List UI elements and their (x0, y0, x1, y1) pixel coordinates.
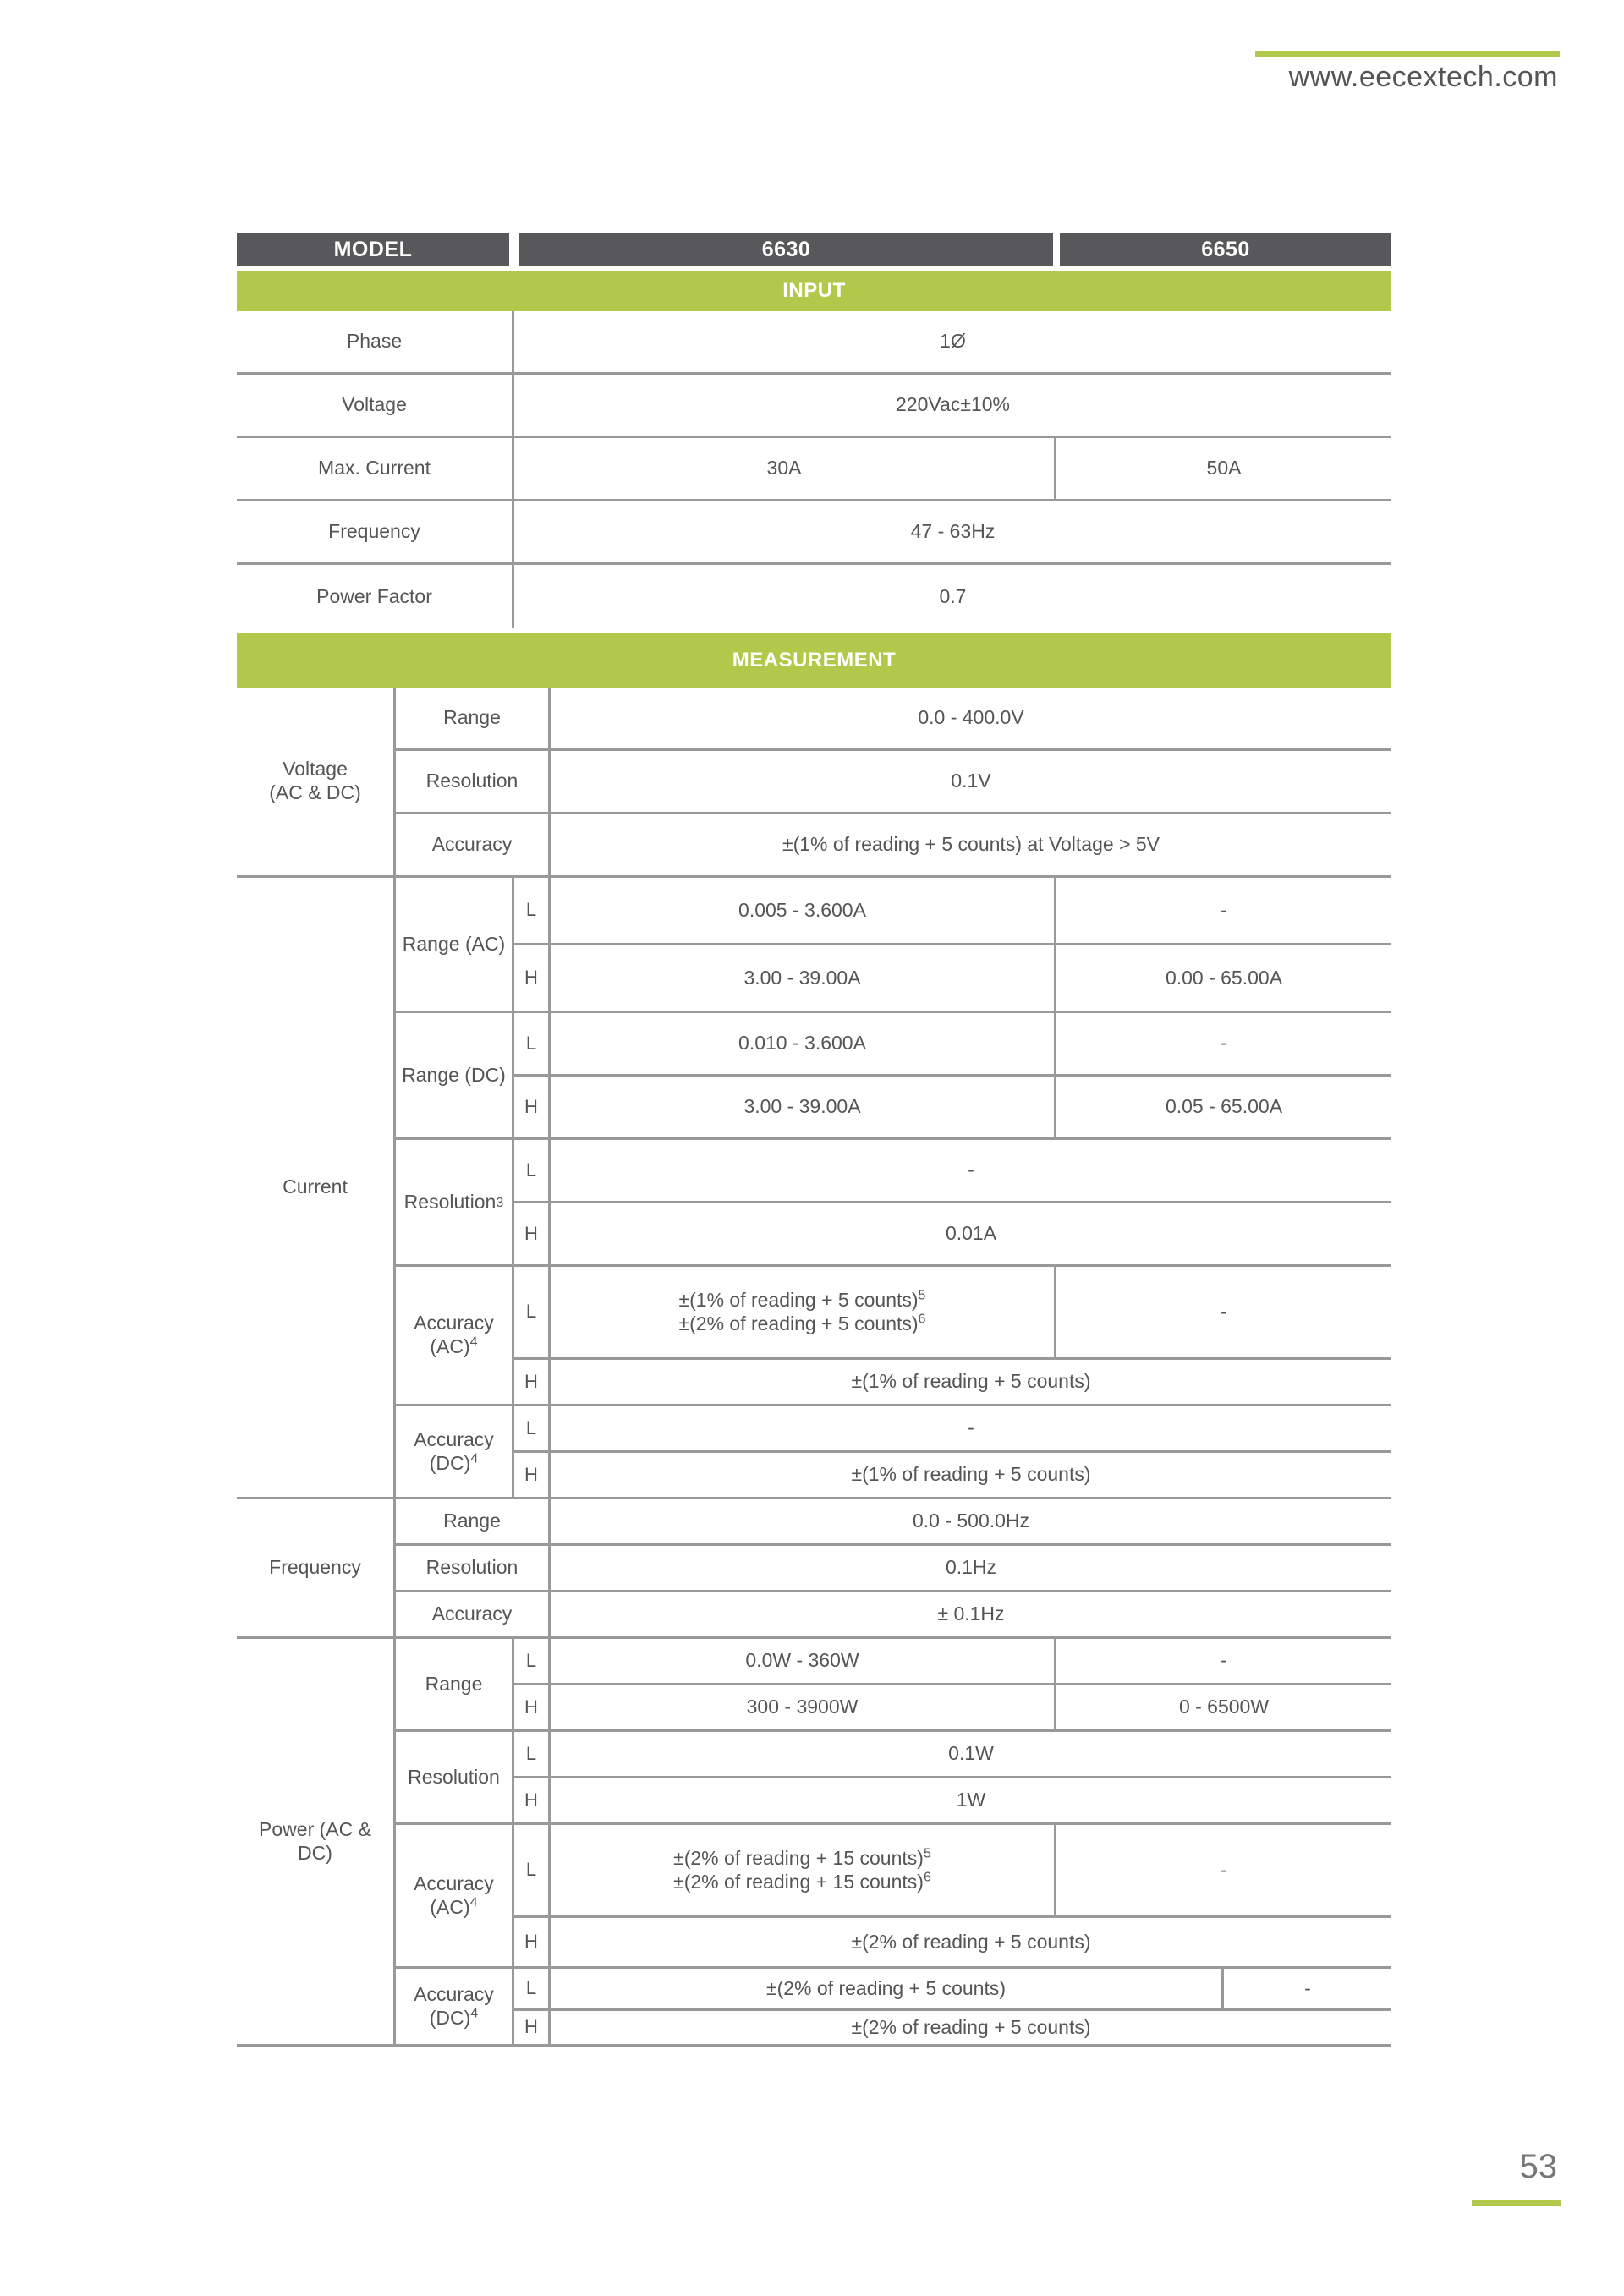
current-accuracy-dc-h-marker: H (514, 1453, 551, 1499)
input-frequency-value: 47 - 63Hz (514, 501, 1391, 565)
current-range-ac-l-marker: L (514, 878, 551, 945)
power-range-l-6650: - (1056, 1639, 1391, 1685)
current-resolution-h-value: 0.01A (551, 1203, 1391, 1267)
page-number: 53 (1519, 2148, 1557, 2185)
input-max-current-6650: 50A (1056, 438, 1391, 501)
current-accuracy-ac-l-marker: L (514, 1267, 551, 1360)
power-accuracy-dc-h-value: ±(2% of reading + 5 counts) (551, 2011, 1391, 2047)
power-resolution-h-value: 1W (551, 1778, 1391, 1825)
current-resolution-h-marker: H (514, 1203, 551, 1267)
current-range-dc-label: Range (DC) (396, 1013, 514, 1140)
current-range-ac-h-6630: 3.00 - 39.00A (551, 945, 1056, 1013)
voltage-range-label: Range (396, 688, 551, 751)
current-group-label: Current (237, 878, 396, 1499)
power-resolution-l-marker: L (514, 1732, 551, 1778)
current-accuracy-ac-label: Accuracy (AC)$^4$ (396, 1267, 514, 1406)
voltage-accuracy-label: Accuracy (396, 814, 551, 878)
input-power-factor-value: 0.7 (939, 584, 967, 607)
current-accuracy-dc-h-value: ±(1% of reading + 5 counts) (551, 1453, 1391, 1499)
power-range-h-6630: 300 - 3900W (551, 1685, 1056, 1732)
website-url: www.eecextech.com (1288, 61, 1558, 93)
input-power-factor-label: Power Factor (237, 565, 514, 628)
input-frequency-label: Frequency (237, 501, 514, 565)
top-accent-rule (1255, 51, 1560, 57)
spec-table (237, 233, 1391, 2078)
input-phase-label: Phase (237, 311, 514, 375)
input-max-current-label: Max. Current (237, 438, 514, 501)
power-range-h-6650: 0 - 6500W (1056, 1685, 1391, 1732)
power-accuracy-ac-label: Accuracy (AC)$^4$ (396, 1825, 514, 1969)
current-accuracy-ac-l-6650: - (1056, 1267, 1391, 1360)
input-voltage-label: Voltage (237, 375, 514, 438)
current-range-dc-h-6630: 3.00 - 39.00A (551, 1077, 1056, 1140)
current-accuracy-dc-l-marker: L (514, 1406, 551, 1453)
power-accuracy-dc-l-6650: - (1224, 1969, 1391, 2011)
current-accuracy-ac-h-value: ±(1% of reading + 5 counts) (551, 1360, 1391, 1406)
frequency-resolution-label: Resolution (396, 1546, 551, 1592)
power-group-label: Power (AC & DC) (237, 1639, 396, 2047)
model-6650-header: 6650 (1060, 233, 1391, 266)
input-max-current-6630: 30A (514, 438, 1056, 501)
frequency-resolution-value: 0.1Hz (551, 1546, 1391, 1592)
power-accuracy-dc-label: Accuracy (DC)$^4$ (396, 1969, 514, 2047)
current-range-dc-h-6650: 0.05 - 65.00A (1056, 1077, 1391, 1140)
current-range-ac-h-marker: H (514, 945, 551, 1013)
power-range-l-marker: L (514, 1639, 551, 1685)
model-6630-header: 6630 (519, 233, 1053, 266)
power-accuracy-ac-l-6650: - (1056, 1825, 1391, 1918)
input-voltage-value: 220Vac±10% (514, 375, 1391, 438)
power-accuracy-ac-h-marker: H (514, 1918, 551, 1969)
current-range-ac-label: Range (AC) (396, 878, 514, 1013)
current-range-dc-l-6630: 0.010 - 3.600A (551, 1013, 1056, 1077)
power-range-l-6630: 0.0W - 360W (551, 1639, 1056, 1685)
current-range-ac-h-6650: 0.00 - 65.00A (1056, 945, 1391, 1013)
voltage-range-value: 0.0 - 400.0V (551, 688, 1391, 751)
power-accuracy-dc-h-marker: H (514, 2011, 551, 2047)
model-header: MODEL (237, 233, 509, 266)
current-range-dc-l-6650: - (1056, 1013, 1391, 1077)
frequency-range-label: Range (396, 1499, 551, 1546)
power-resolution-l-value: 0.1W (551, 1732, 1391, 1778)
current-range-dc-l-marker: L (514, 1013, 551, 1077)
power-accuracy-dc-l-6630: ±(2% of reading + 5 counts) (551, 1969, 1224, 2011)
current-range-dc-h-marker: H (514, 1077, 551, 1140)
power-accuracy-ac-l-marker: L (514, 1825, 551, 1918)
frequency-accuracy-label: Accuracy (396, 1592, 551, 1639)
current-accuracy-dc-label: Accuracy (DC)$^4$ (396, 1406, 514, 1499)
power-accuracy-ac-h-value: ±(2% of reading + 5 counts) (551, 1918, 1391, 1969)
current-range-ac-l-6650: - (1056, 878, 1391, 945)
voltage-resolution-value: 0.1V (551, 751, 1391, 814)
power-range-h-marker: H (514, 1685, 551, 1732)
power-resolution-h-marker: H (514, 1778, 551, 1825)
voltage-resolution-label: Resolution (396, 751, 551, 814)
current-accuracy-dc-l-value: - (551, 1406, 1391, 1453)
bottom-accent-rule (1472, 2200, 1561, 2206)
current-accuracy-ac-h-marker: H (514, 1360, 551, 1406)
power-resolution-label: Resolution (396, 1732, 514, 1825)
power-range-label: Range (396, 1639, 514, 1732)
voltage-group-label: Voltage (AC & DC) (237, 688, 396, 878)
input-section-header: INPUT (237, 271, 1391, 311)
voltage-accuracy-value: ±(1% of reading + 5 counts) at Voltage > 5V (551, 814, 1391, 878)
current-resolution-l-value: - (551, 1140, 1391, 1203)
frequency-accuracy-value: ± 0.1Hz (551, 1592, 1391, 1639)
current-resolution-label: Resolution 3 (396, 1140, 514, 1267)
current-accuracy-ac-l-6630: ±(1% of reading + 5 counts)$^5$ ±(2% of reading + 5 counts)$^6$ (551, 1267, 1056, 1360)
current-range-ac-l-6630: 0.005 - 3.600A (551, 878, 1056, 945)
input-phase-value: 1Ø (514, 311, 1391, 375)
power-accuracy-ac-l-6630: ±(2% of reading + 15 counts)$^5$ ±(2% of reading + 15 counts)$^6$ (551, 1825, 1056, 1918)
frequency-range-value: 0.0 - 500.0Hz (551, 1499, 1391, 1546)
frequency-group-label: Frequency (237, 1499, 396, 1639)
power-accuracy-dc-l-marker: L (514, 1969, 551, 2011)
current-resolution-l-marker: L (514, 1140, 551, 1203)
measurement-section-header: MEASUREMENT (237, 633, 1391, 688)
